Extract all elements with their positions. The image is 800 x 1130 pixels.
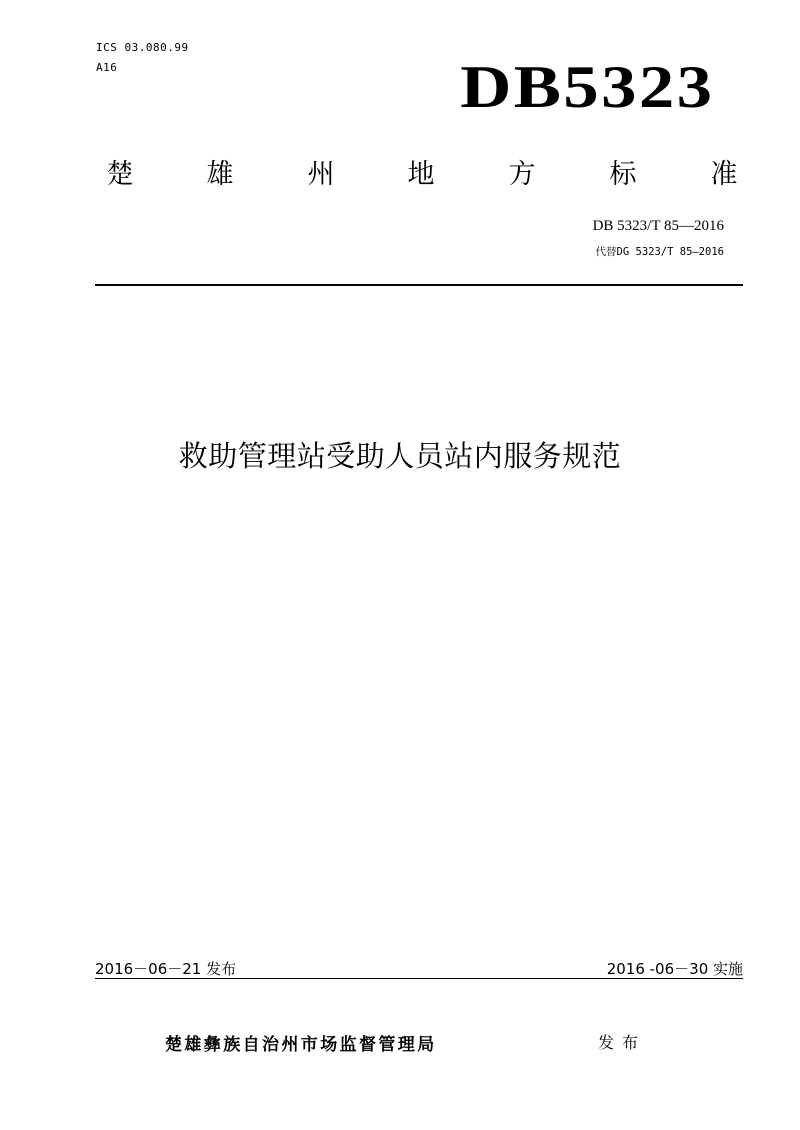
ics-code: ICS 03.080.99 [96, 41, 189, 54]
classification-code: A16 [96, 61, 118, 74]
standard-type-char: 州 [307, 159, 335, 190]
issue-date: 2016－06－21 发布 [95, 960, 237, 978]
issue-label: 发布 [598, 1033, 647, 1052]
replaces-standard: 代替DG 5323/T 85—2016 [595, 246, 724, 258]
standard-type-char: 楚 [106, 159, 134, 190]
standard-type-char: 雄 [206, 159, 234, 190]
header-divider [95, 284, 743, 286]
standard-type-char: 方 [508, 159, 536, 190]
standard-type-char: 地 [407, 159, 435, 190]
footer-divider [95, 978, 743, 979]
standard-number: DB 5323/T 85—2016 [592, 218, 724, 234]
standard-logo: DB5323 [459, 54, 714, 120]
standard-type-char: 标 [609, 159, 637, 190]
issuing-authority: 楚雄彝族自治州市场监督管理局 [165, 1035, 437, 1055]
implementation-date: 2016 -06－30 实施 [606, 960, 743, 978]
standard-type-char: 准 [710, 159, 738, 190]
document-title: 救助管理站受助人员站内服务规范 [178, 439, 622, 473]
